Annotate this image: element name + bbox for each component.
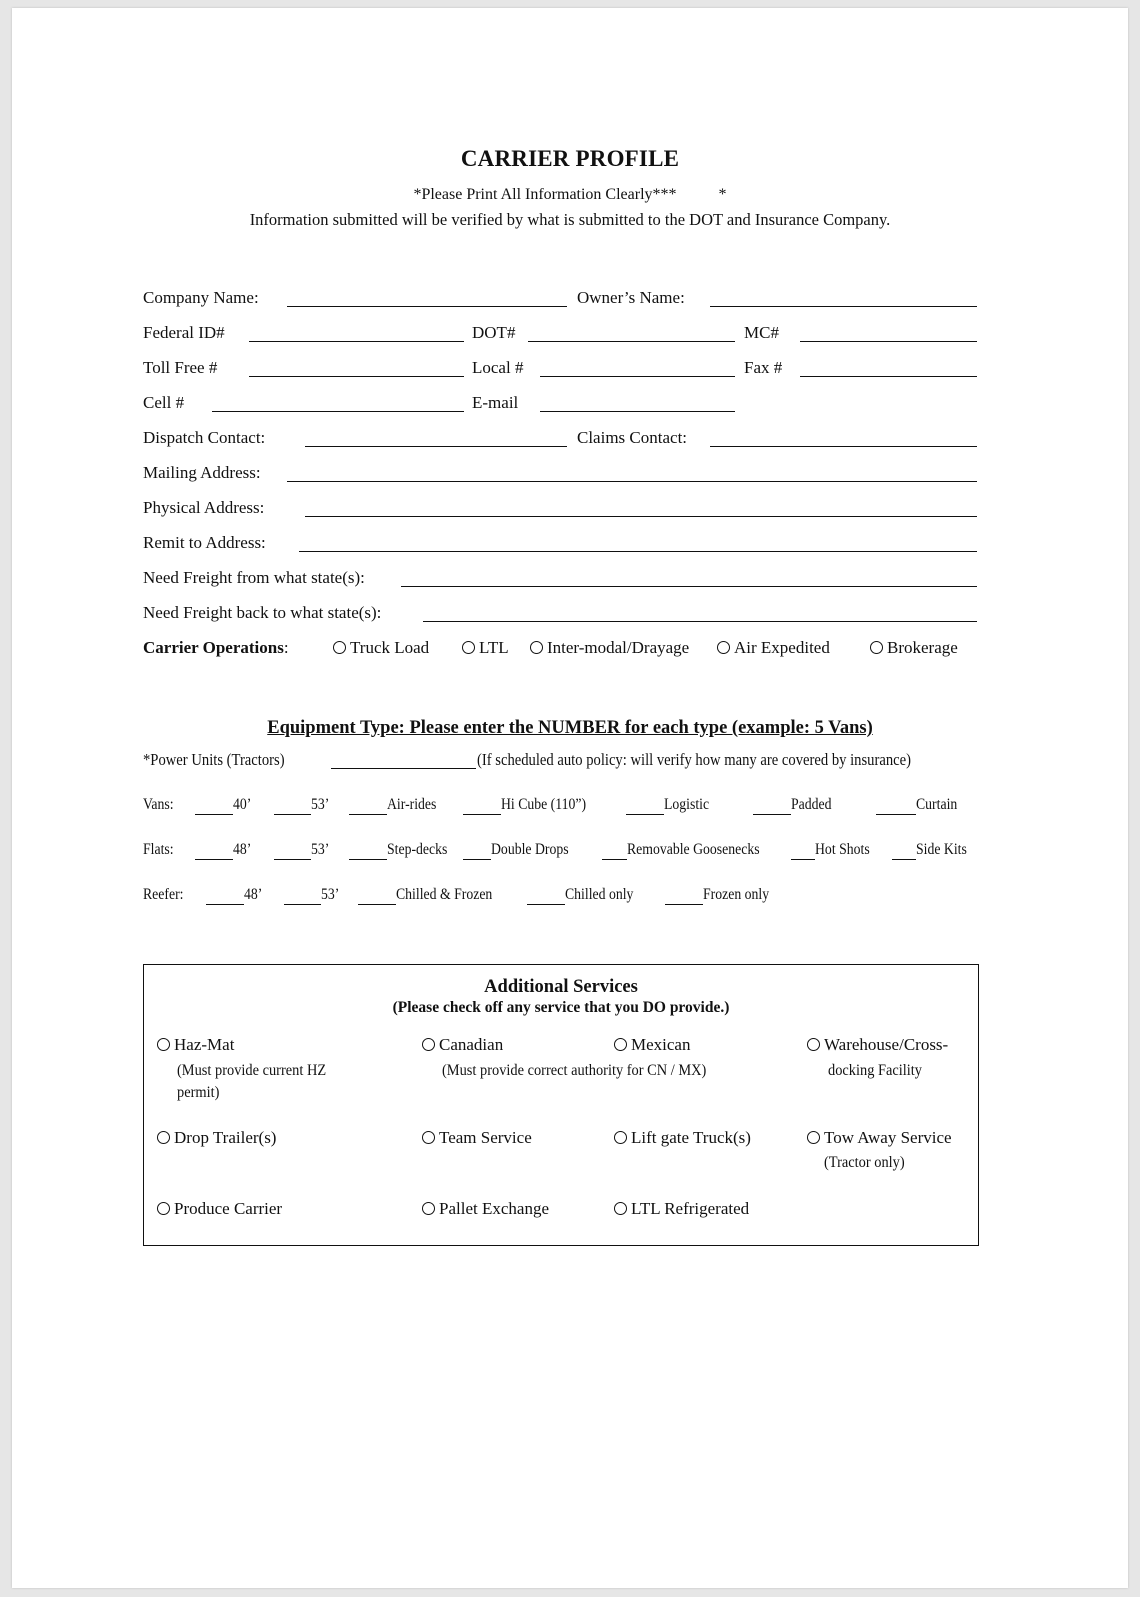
radio-icon[interactable] xyxy=(462,641,475,654)
svc-produce[interactable]: Produce Carrier xyxy=(157,1199,282,1219)
op-truck-load[interactable]: Truck Load xyxy=(333,638,429,658)
carrier-operations-label: Carrier Operations: xyxy=(143,638,289,657)
flats-53-field[interactable] xyxy=(274,859,311,860)
svc-drop-trailer[interactable]: Drop Trailer(s) xyxy=(157,1128,276,1148)
reefer-label: Reefer: xyxy=(143,886,184,903)
local-label: Local # xyxy=(472,358,524,377)
radio-icon[interactable] xyxy=(614,1038,627,1051)
op-air-expedited[interactable]: Air Expedited xyxy=(717,638,830,658)
services-subheading: (Please check off any service that you DO provide.) xyxy=(392,999,730,1016)
mc-label: MC# xyxy=(744,323,779,342)
tow-note: (Tractor only) xyxy=(824,1154,905,1171)
reefer-chilledfrozen-label: Chilled & Frozen xyxy=(396,886,493,903)
verification-notice: Information submitted will be verified by what is submitted to the DOT and Insurance Company. xyxy=(249,210,891,229)
cn-mx-note: (Must provide correct authority for CN / MX) xyxy=(442,1062,707,1079)
flats-goosenecks-field[interactable] xyxy=(602,859,627,860)
reefer-53-field[interactable] xyxy=(284,904,321,905)
vans-label: Vans: xyxy=(143,796,174,813)
radio-icon[interactable] xyxy=(422,1202,435,1215)
cell-field[interactable] xyxy=(212,411,464,412)
owners-name-field[interactable] xyxy=(710,306,977,307)
reefer-frozen-label: Frozen only xyxy=(703,886,770,903)
toll-free-label: Toll Free # xyxy=(143,358,218,377)
radio-icon[interactable] xyxy=(614,1131,627,1144)
vans-40-field[interactable] xyxy=(195,814,233,815)
email-field[interactable] xyxy=(540,411,735,412)
vans-padded-label: Padded xyxy=(791,796,832,813)
vans-logistic-label: Logistic xyxy=(664,796,710,813)
fax-field[interactable] xyxy=(800,376,977,377)
reefer-chilled-label: Chilled only xyxy=(565,886,634,903)
svc-tow-away[interactable]: Tow Away Service xyxy=(807,1128,952,1148)
radio-icon[interactable] xyxy=(333,641,346,654)
svc-canadian[interactable]: Canadian xyxy=(422,1035,503,1055)
email-label: E-mail xyxy=(472,393,519,412)
remit-address-field[interactable] xyxy=(299,551,977,552)
freight-back-field[interactable] xyxy=(423,621,977,622)
dispatch-contact-field[interactable] xyxy=(305,446,567,447)
vans-40-label: 40’ xyxy=(233,796,252,813)
svc-lift-gate[interactable]: Lift gate Truck(s) xyxy=(614,1128,751,1148)
reefer-frozen-field[interactable] xyxy=(665,904,703,905)
dispatch-contact-label: Dispatch Contact: xyxy=(143,428,266,447)
freight-from-field[interactable] xyxy=(401,586,977,587)
warehouse-line2: docking Facility xyxy=(828,1062,922,1079)
mailing-address-label: Mailing Address: xyxy=(143,463,261,482)
flats-stepdecks-field[interactable] xyxy=(349,859,387,860)
radio-icon[interactable] xyxy=(717,641,730,654)
radio-icon[interactable] xyxy=(422,1131,435,1144)
additional-services-box xyxy=(143,964,979,1246)
svc-hazmat[interactable]: Haz-Mat xyxy=(157,1035,234,1055)
flats-stepdecks-label: Step-decks xyxy=(387,841,448,858)
radio-icon[interactable] xyxy=(530,641,543,654)
vans-53-field[interactable] xyxy=(274,814,311,815)
page-title: CARRIER PROFILE xyxy=(460,146,680,171)
remit-address-label: Remit to Address: xyxy=(143,533,266,552)
radio-icon[interactable] xyxy=(157,1131,170,1144)
vans-hicube-field[interactable] xyxy=(463,814,501,815)
cell-label: Cell # xyxy=(143,393,185,412)
reefer-chilledfrozen-field[interactable] xyxy=(358,904,396,905)
flats-label: Flats: xyxy=(143,841,174,858)
flats-hotshots-label: Hot Shots xyxy=(815,841,870,858)
svc-warehouse[interactable]: Warehouse/Cross- xyxy=(807,1035,948,1055)
op-intermodal[interactable]: Inter-modal/Drayage xyxy=(530,638,689,658)
equipment-heading: Equipment Type: Please enter the NUMBER for each type (example: 5 Vans) xyxy=(267,718,873,738)
flats-sidekits-field[interactable] xyxy=(892,859,916,860)
local-field[interactable] xyxy=(540,376,735,377)
document-page xyxy=(12,8,1128,1588)
power-units-note: (If scheduled auto policy: will verify how many are covered by insurance) xyxy=(477,750,911,769)
company-name-field[interactable] xyxy=(287,306,567,307)
power-units-field[interactable] xyxy=(331,768,476,769)
radio-icon[interactable] xyxy=(807,1038,820,1051)
claims-contact-field[interactable] xyxy=(710,446,977,447)
vans-curtain-label: Curtain xyxy=(916,796,958,813)
vans-airrides-field[interactable] xyxy=(349,814,387,815)
reefer-48-field[interactable] xyxy=(206,904,244,905)
freight-from-label: Need Freight from what state(s): xyxy=(143,568,365,587)
dot-label: DOT# xyxy=(472,323,516,342)
reefer-48-label: 48’ xyxy=(244,886,263,903)
vans-53-label: 53’ xyxy=(311,796,330,813)
toll-free-field[interactable] xyxy=(249,376,464,377)
vans-airrides-label: Air-rides xyxy=(387,796,437,813)
op-brokerage[interactable]: Brokerage xyxy=(870,638,958,658)
flats-hotshots-field[interactable] xyxy=(791,859,815,860)
power-units-label: *Power Units (Tractors) xyxy=(143,750,285,769)
flats-goosenecks-label: Removable Goosenecks xyxy=(627,841,760,858)
physical-address-field[interactable] xyxy=(305,516,977,517)
federal-id-field[interactable] xyxy=(249,341,464,342)
radio-icon[interactable] xyxy=(422,1038,435,1051)
federal-id-label: Federal ID# xyxy=(143,323,225,342)
reefer-chilled-field[interactable] xyxy=(527,904,565,905)
vans-hicube-label: Hi Cube (110”) xyxy=(501,796,587,813)
flats-48-field[interactable] xyxy=(195,859,233,860)
hazmat-note-line1: (Must provide current HZ xyxy=(177,1062,327,1079)
claims-contact-label: Claims Contact: xyxy=(577,428,688,447)
radio-icon[interactable] xyxy=(157,1038,170,1051)
flats-53-label: 53’ xyxy=(311,841,330,858)
flats-doubledrops-field[interactable] xyxy=(463,859,491,860)
radio-icon[interactable] xyxy=(614,1202,627,1215)
flats-48-label: 48’ xyxy=(233,841,252,858)
vans-logistic-field[interactable] xyxy=(626,814,664,815)
op-ltl[interactable]: LTL xyxy=(462,638,509,658)
fax-label: Fax # xyxy=(744,358,783,377)
hazmat-note-line2: permit) xyxy=(177,1084,220,1101)
svc-pallet-exchange[interactable]: Pallet Exchange xyxy=(422,1199,549,1219)
dot-field[interactable] xyxy=(528,341,735,342)
svc-team-service[interactable]: Team Service xyxy=(422,1128,532,1148)
radio-icon[interactable] xyxy=(807,1131,820,1144)
reefer-53-label: 53’ xyxy=(321,886,340,903)
radio-icon[interactable] xyxy=(157,1202,170,1215)
vans-curtain-field[interactable] xyxy=(876,814,916,815)
radio-icon[interactable] xyxy=(870,641,883,654)
services-heading: Additional Services xyxy=(484,977,638,997)
flats-doubledrops-label: Double Drops xyxy=(491,841,569,858)
mailing-address-field[interactable] xyxy=(287,481,977,482)
company-name-label: Company Name: xyxy=(143,288,259,307)
flats-sidekits-label: Side Kits xyxy=(916,841,967,858)
owners-name-label: Owner’s Name: xyxy=(577,288,685,307)
svc-mexican[interactable]: Mexican xyxy=(614,1035,690,1055)
svc-ltl-refrigerated[interactable]: LTL Refrigerated xyxy=(614,1199,749,1219)
vans-padded-field[interactable] xyxy=(753,814,791,815)
print-clearly-note: *Please Print All Information Clearly*** * xyxy=(413,186,727,203)
physical-address-label: Physical Address: xyxy=(143,498,265,517)
freight-back-label: Need Freight back to what state(s): xyxy=(143,603,382,622)
mc-field[interactable] xyxy=(800,341,977,342)
